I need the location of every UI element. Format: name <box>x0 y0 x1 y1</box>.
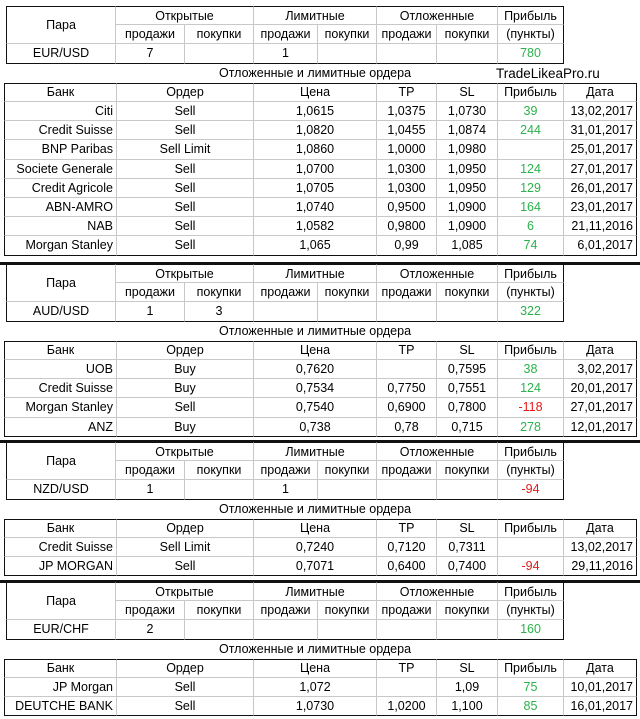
order-profit: 75 <box>498 678 564 697</box>
limit-buy-count <box>318 44 377 63</box>
pair-subheader-row <box>0 461 640 480</box>
pending-sell-count <box>377 620 437 639</box>
order-row <box>0 379 640 398</box>
col-header-profit: Прибыль <box>498 341 564 360</box>
order-date: 6,01,2017 <box>564 236 637 255</box>
limit-sell-count: 1 <box>254 480 318 499</box>
limit-sell-count <box>254 302 318 321</box>
limit-header: Лимитные <box>254 264 377 283</box>
orders-header-row <box>0 659 640 678</box>
pending-buy-count <box>437 480 498 499</box>
order-tp: 0,6900 <box>377 398 437 417</box>
col-header-bank: Банк <box>4 341 117 360</box>
pending-buy-count <box>437 620 498 639</box>
order-price: 0,7240 <box>254 538 377 557</box>
open-sell-subheader: продажи <box>116 601 185 620</box>
orders-title: Отложенные и лимитные ордера <box>218 502 412 517</box>
order-bank: JP Morgan <box>4 678 117 697</box>
open-header: Открытые <box>116 6 254 25</box>
pair-data-row <box>0 44 640 63</box>
order-row <box>0 160 640 179</box>
order-bank: Credit Suisse <box>4 538 117 557</box>
order-order: Sell Limit <box>117 538 254 557</box>
pair-subheader-row <box>0 283 640 302</box>
orders-header-row <box>0 519 640 538</box>
order-order: Buy <box>117 379 254 398</box>
order-row <box>0 398 640 417</box>
order-row <box>0 678 640 697</box>
order-price: 0,7540 <box>254 398 377 417</box>
order-date: 29,11,2016 <box>564 557 637 576</box>
order-sl: 0,7800 <box>437 398 498 417</box>
order-price: 1,0730 <box>254 697 377 716</box>
order-date: 21,11,2016 <box>564 217 637 236</box>
pair-profit: -94 <box>498 480 564 499</box>
pending-header: Отложенные <box>377 6 498 25</box>
order-profit: -94 <box>498 557 564 576</box>
order-price: 1,0615 <box>254 102 377 121</box>
col-header-profit: Прибыль <box>498 659 564 678</box>
pair-header-row <box>0 264 640 291</box>
pair-subheader-row <box>0 601 640 620</box>
order-sl: 0,7400 <box>437 557 498 576</box>
order-price: 0,7620 <box>254 360 377 379</box>
pending-buy-subheader: покупки <box>437 461 498 480</box>
limit-header: Лимитные <box>254 6 377 25</box>
order-profit: 164 <box>498 198 564 217</box>
order-profit: 129 <box>498 179 564 198</box>
open-sell-count: 2 <box>116 620 185 639</box>
order-date: 26,01,2017 <box>564 179 637 198</box>
pair-data-row <box>0 302 640 321</box>
pair-data-row <box>0 620 640 639</box>
col-header-bank: Банк <box>4 659 117 678</box>
open-sell-count: 1 <box>116 480 185 499</box>
open-buy-count: 3 <box>185 302 254 321</box>
order-row <box>0 557 640 576</box>
order-sl: 1,100 <box>437 697 498 716</box>
open-sell-subheader: продажи <box>116 283 185 302</box>
open-header: Открытые <box>116 442 254 461</box>
order-date: 20,01,2017 <box>564 379 637 398</box>
order-profit: 74 <box>498 236 564 255</box>
limit-sell-subheader: продажи <box>254 601 318 620</box>
order-price: 0,7534 <box>254 379 377 398</box>
order-bank: UOB <box>4 360 117 379</box>
pending-buy-subheader: покупки <box>437 283 498 302</box>
profit-points-subheader: (пункты) <box>498 461 564 480</box>
order-date: 13,02,2017 <box>564 538 637 557</box>
profit-header: Прибыль <box>498 582 564 601</box>
order-order: Sell <box>117 217 254 236</box>
orders-header-row <box>0 83 640 102</box>
pending-sell-count <box>377 480 437 499</box>
orders-title: Отложенные и лимитные ордера <box>218 66 412 81</box>
order-profit: 85 <box>498 697 564 716</box>
col-header-date: Дата <box>564 519 637 538</box>
order-profit: 38 <box>498 360 564 379</box>
pair-name: EUR/USD <box>6 44 116 63</box>
profit-points-subheader: (пункты) <box>498 601 564 620</box>
order-row <box>0 121 640 140</box>
col-header-tp: TP <box>377 519 437 538</box>
order-price: 0,7071 <box>254 557 377 576</box>
pending-sell-count <box>377 302 437 321</box>
order-profit: 124 <box>498 160 564 179</box>
order-tp: 0,7750 <box>377 379 437 398</box>
order-tp: 1,0300 <box>377 160 437 179</box>
pair-header: Пара <box>6 264 116 302</box>
orders-title: Отложенные и лимитные ордера <box>218 642 412 657</box>
pair-header-row <box>0 442 640 469</box>
order-profit <box>498 140 564 159</box>
pending-buy-count <box>437 44 498 63</box>
pending-sell-subheader: продажи <box>377 25 437 44</box>
open-buy-subheader: покупки <box>185 25 254 44</box>
limit-sell-count: 1 <box>254 44 318 63</box>
orders-title: Отложенные и лимитные ордера <box>218 324 412 339</box>
open-buy-count <box>185 44 254 63</box>
orders-title-row <box>0 500 640 519</box>
order-date: 13,02,2017 <box>564 102 637 121</box>
pair-name: EUR/CHF <box>6 620 116 639</box>
pending-buy-subheader: покупки <box>437 25 498 44</box>
col-header-date: Дата <box>564 83 637 102</box>
pair-header: Пара <box>6 6 116 44</box>
order-sl: 0,715 <box>437 418 498 437</box>
limit-header: Лимитные <box>254 582 377 601</box>
open-sell-count: 1 <box>116 302 185 321</box>
order-order: Sell Limit <box>117 140 254 159</box>
order-row <box>0 198 640 217</box>
pair-profit: 322 <box>498 302 564 321</box>
pair-header: Пара <box>6 582 116 620</box>
order-price: 1,065 <box>254 236 377 255</box>
pair-name: AUD/USD <box>6 302 116 321</box>
order-bank: BNP Paribas <box>4 140 117 159</box>
col-header-sl: SL <box>437 83 498 102</box>
pending-sell-count <box>377 44 437 63</box>
order-bank: DEUTCHE BANK <box>4 697 117 716</box>
order-sl: 0,7595 <box>437 360 498 379</box>
col-header-bank: Банк <box>4 519 117 538</box>
order-row <box>0 538 640 557</box>
order-order: Sell <box>117 236 254 255</box>
order-row <box>0 418 640 437</box>
open-sell-subheader: продажи <box>116 461 185 480</box>
order-tp: 1,0455 <box>377 121 437 140</box>
order-profit: 39 <box>498 102 564 121</box>
pair-name: NZD/USD <box>6 480 116 499</box>
order-profit: 244 <box>498 121 564 140</box>
pair-profit: 160 <box>498 620 564 639</box>
order-order: Buy <box>117 418 254 437</box>
order-tp: 0,78 <box>377 418 437 437</box>
open-buy-subheader: покупки <box>185 601 254 620</box>
orders-title-row <box>0 322 640 341</box>
order-bank: Credit Agricole <box>4 179 117 198</box>
order-sl: 1,0950 <box>437 179 498 198</box>
order-price: 1,0740 <box>254 198 377 217</box>
order-order: Buy <box>117 360 254 379</box>
order-tp: 1,0300 <box>377 179 437 198</box>
order-order: Sell <box>117 398 254 417</box>
limit-buy-count <box>318 302 377 321</box>
order-row <box>0 236 640 255</box>
order-order: Sell <box>117 160 254 179</box>
order-sl: 1,085 <box>437 236 498 255</box>
order-order: Sell <box>117 121 254 140</box>
col-header-order: Ордер <box>117 83 254 102</box>
profit-header: Прибыль <box>498 442 564 461</box>
pending-sell-subheader: продажи <box>377 283 437 302</box>
pair-header: Пара <box>6 442 116 480</box>
order-bank: Morgan Stanley <box>4 236 117 255</box>
order-sl: 1,0950 <box>437 160 498 179</box>
profit-header: Прибыль <box>498 6 564 25</box>
order-order: Sell <box>117 678 254 697</box>
pair-data-row <box>0 480 640 499</box>
orders-header-row <box>0 341 640 360</box>
profit-header: Прибыль <box>498 264 564 283</box>
order-sl: 1,0980 <box>437 140 498 159</box>
order-row <box>0 697 640 716</box>
order-tp: 0,99 <box>377 236 437 255</box>
order-sl: 1,0900 <box>437 198 498 217</box>
order-profit: 124 <box>498 379 564 398</box>
order-order: Sell <box>117 102 254 121</box>
open-header: Открытые <box>116 582 254 601</box>
order-sl: 1,0900 <box>437 217 498 236</box>
order-tp: 1,0200 <box>377 697 437 716</box>
pending-sell-subheader: продажи <box>377 461 437 480</box>
pending-header: Отложенные <box>377 442 498 461</box>
order-date: 27,01,2017 <box>564 160 637 179</box>
open-buy-subheader: покупки <box>185 461 254 480</box>
limit-buy-count <box>318 480 377 499</box>
open-buy-subheader: покупки <box>185 283 254 302</box>
col-header-profit: Прибыль <box>498 519 564 538</box>
order-profit <box>498 538 564 557</box>
limit-sell-subheader: продажи <box>254 283 318 302</box>
pending-buy-subheader: покупки <box>437 601 498 620</box>
order-date: 23,01,2017 <box>564 198 637 217</box>
order-tp <box>377 678 437 697</box>
order-order: Sell <box>117 557 254 576</box>
order-bank: Societe Generale <box>4 160 117 179</box>
order-sl: 0,7551 <box>437 379 498 398</box>
order-sl: 0,7311 <box>437 538 498 557</box>
order-profit: 6 <box>498 217 564 236</box>
order-row <box>0 140 640 159</box>
profit-points-subheader: (пункты) <box>498 283 564 302</box>
col-header-order: Ордер <box>117 519 254 538</box>
col-header-date: Дата <box>564 659 637 678</box>
col-header-order: Ордер <box>117 341 254 360</box>
col-header-bank: Банк <box>4 83 117 102</box>
pair-header-row <box>0 6 640 33</box>
open-sell-count: 7 <box>116 44 185 63</box>
pending-buy-count <box>437 302 498 321</box>
limit-buy-subheader: покупки <box>318 601 377 620</box>
order-row <box>0 102 640 121</box>
pair-header-row <box>0 582 640 609</box>
order-date: 12,01,2017 <box>564 418 637 437</box>
col-header-tp: TP <box>377 341 437 360</box>
order-tp: 0,9500 <box>377 198 437 217</box>
order-tp: 0,9800 <box>377 217 437 236</box>
order-bank: NAB <box>4 217 117 236</box>
profit-points-subheader: (пункты) <box>498 25 564 44</box>
order-bank: Morgan Stanley <box>4 398 117 417</box>
limit-sell-subheader: продажи <box>254 461 318 480</box>
col-header-tp: TP <box>377 83 437 102</box>
col-header-price: Цена <box>254 519 377 538</box>
order-bank: Credit Suisse <box>4 379 117 398</box>
order-order: Sell <box>117 198 254 217</box>
order-price: 1,0705 <box>254 179 377 198</box>
order-bank: Citi <box>4 102 117 121</box>
pair-subheader-row <box>0 25 640 44</box>
col-header-sl: SL <box>437 341 498 360</box>
order-bank: ANZ <box>4 418 117 437</box>
order-tp: 1,0000 <box>377 140 437 159</box>
order-date: 3,02,2017 <box>564 360 637 379</box>
order-sl: 1,0874 <box>437 121 498 140</box>
order-profit: -118 <box>498 398 564 417</box>
pending-header: Отложенные <box>377 582 498 601</box>
order-price: 1,0860 <box>254 140 377 159</box>
col-header-price: Цена <box>254 659 377 678</box>
col-header-order: Ордер <box>117 659 254 678</box>
order-tp <box>377 360 437 379</box>
open-header: Открытые <box>116 264 254 283</box>
order-bank: ABN-AMRO <box>4 198 117 217</box>
limit-header: Лимитные <box>254 442 377 461</box>
order-date: 10,01,2017 <box>564 678 637 697</box>
col-header-price: Цена <box>254 83 377 102</box>
limit-buy-subheader: покупки <box>318 25 377 44</box>
order-profit: 278 <box>498 418 564 437</box>
order-bank: JP MORGAN <box>4 557 117 576</box>
col-header-profit: Прибыль <box>498 83 564 102</box>
limit-sell-subheader: продажи <box>254 25 318 44</box>
order-order: Sell <box>117 697 254 716</box>
order-tp: 1,0375 <box>377 102 437 121</box>
orders-title-row <box>0 640 640 659</box>
brand-watermark: TradeLikeaPro.ru <box>496 65 600 81</box>
order-tp: 0,6400 <box>377 557 437 576</box>
order-order: Sell <box>117 179 254 198</box>
col-header-sl: SL <box>437 659 498 678</box>
pair-profit: 780 <box>498 44 564 63</box>
col-header-date: Дата <box>564 341 637 360</box>
order-date: 31,01,2017 <box>564 121 637 140</box>
order-sl: 1,0730 <box>437 102 498 121</box>
limit-buy-subheader: покупки <box>318 283 377 302</box>
order-date: 25,01,2017 <box>564 140 637 159</box>
order-price: 1,0700 <box>254 160 377 179</box>
order-price: 1,072 <box>254 678 377 697</box>
limit-buy-subheader: покупки <box>318 461 377 480</box>
col-header-sl: SL <box>437 519 498 538</box>
order-price: 1,0820 <box>254 121 377 140</box>
order-sl: 1,09 <box>437 678 498 697</box>
order-bank: Credit Suisse <box>4 121 117 140</box>
pending-sell-subheader: продажи <box>377 601 437 620</box>
order-row <box>0 217 640 236</box>
order-date: 16,01,2017 <box>564 697 637 716</box>
pending-header: Отложенные <box>377 264 498 283</box>
order-row <box>0 179 640 198</box>
open-buy-count <box>185 480 254 499</box>
order-row <box>0 360 640 379</box>
order-price: 0,738 <box>254 418 377 437</box>
order-tp: 0,7120 <box>377 538 437 557</box>
order-price: 1,0582 <box>254 217 377 236</box>
col-header-price: Цена <box>254 341 377 360</box>
order-date: 27,01,2017 <box>564 398 637 417</box>
col-header-tp: TP <box>377 659 437 678</box>
open-buy-count <box>185 620 254 639</box>
open-sell-subheader: продажи <box>116 25 185 44</box>
limit-sell-count <box>254 620 318 639</box>
limit-buy-count <box>318 620 377 639</box>
